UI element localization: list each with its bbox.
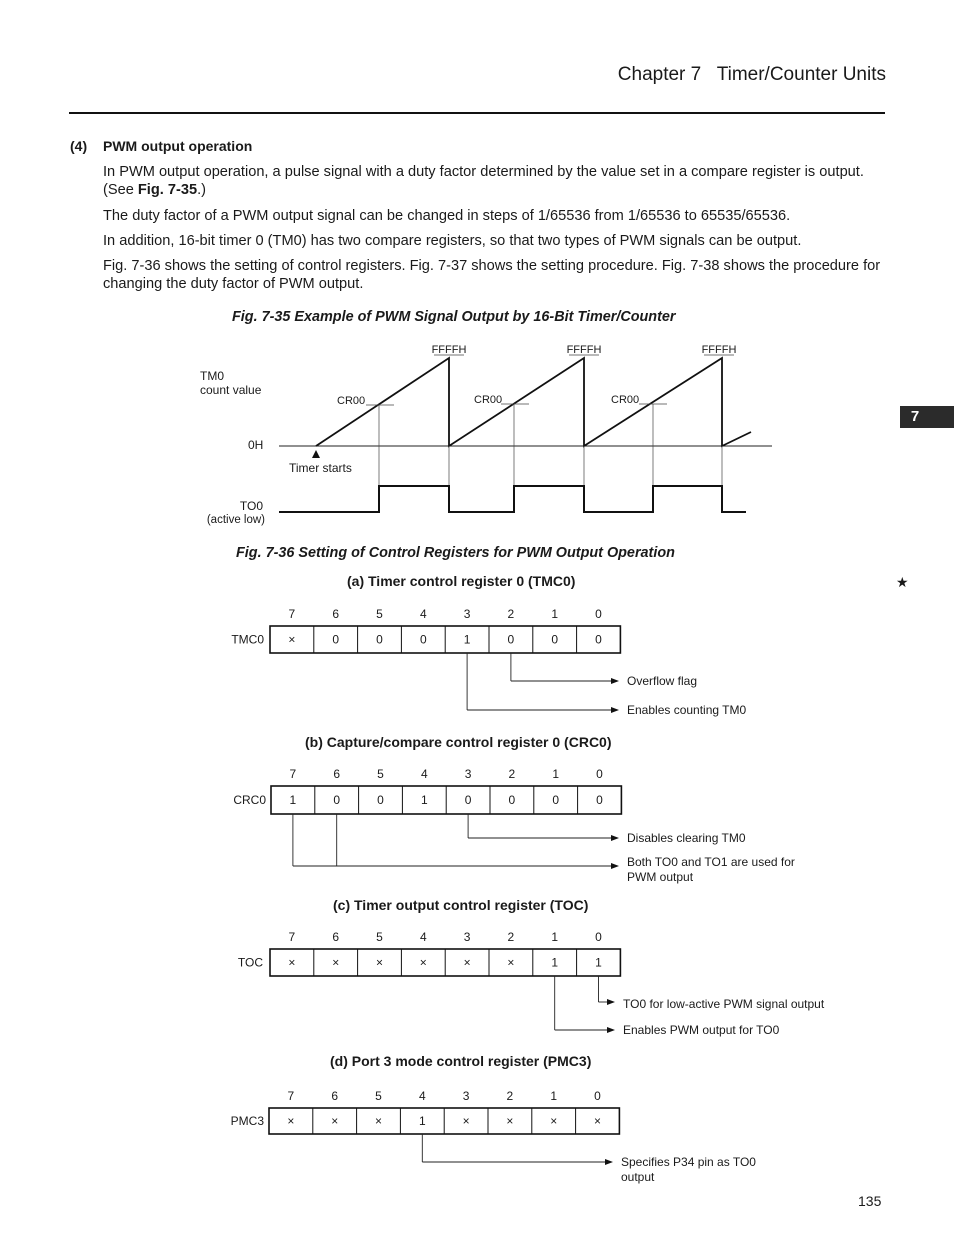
start-marker-icon: [312, 450, 320, 458]
section-title: PWM output operation: [103, 138, 253, 154]
toc-bit-value: ×: [288, 955, 296, 970]
to0-active-low-label: (active low): [206, 514, 265, 526]
paragraph-4: Fig. 7-36 shows the setting of control registers. Fig. 7-37 shows the setting procedure. Fig. 7-38 shows the procedure for changing the duty factor of PWM output.: [103, 258, 881, 292]
crc0-bit-value: 0: [596, 793, 603, 807]
pmc3-bit-value: ×: [593, 1114, 602, 1128]
tmc0-bit-value: 0: [376, 632, 383, 647]
tm0-count-label: count value: [200, 383, 262, 397]
crc0-bit-value: 0: [377, 793, 384, 807]
toc-bit-number: 7: [288, 930, 296, 944]
toc-bit-number: 1: [551, 930, 559, 944]
tmc0-bit-number: 4: [419, 607, 427, 621]
pmc3-bit-number: 0: [594, 1089, 601, 1103]
to0-label: TO0: [239, 499, 263, 513]
chapter-tab: [900, 406, 954, 428]
tmc0-bit-value: 0: [419, 632, 427, 647]
crc0-caption: (b) Capture/compare control register 0 (CRC0): [305, 734, 612, 750]
compare-label-2: CR00: [474, 394, 503, 406]
crc0-bit-value: 0: [508, 793, 516, 807]
pmc3-bit-value: ×: [506, 1114, 514, 1128]
compare-label-1: CR00: [337, 395, 366, 407]
pmc3-bit-number: 4: [418, 1089, 426, 1103]
tmc0-bit-number: 7: [288, 607, 296, 621]
pmc3-note: Specifies P34 pin as TO0: [621, 1155, 756, 1169]
crc0-bit-number: 4: [420, 767, 428, 781]
crc0-bit-number: 0: [596, 767, 603, 781]
toc-register-box: [270, 949, 620, 976]
to0-waveform: [279, 486, 746, 512]
pmc3-caption: (d) Port 3 mode control register (PMC3): [330, 1053, 592, 1069]
tmc0-bit-number: 2: [507, 607, 515, 621]
pmc3-register-name: PMC3: [230, 1114, 264, 1128]
arrow-icon: [611, 707, 619, 713]
pmc3-bit-value: ×: [462, 1114, 470, 1128]
toc-bit-number: 0: [595, 930, 602, 944]
count-ramp: [316, 358, 751, 446]
toc-bit-value: ×: [332, 955, 340, 970]
tmc0-bit-value: 0: [332, 632, 340, 647]
figure-7-36-caption: Fig. 7-36 Setting of Control Registers for PWM Output Operation: [236, 545, 675, 561]
arrow-icon: [611, 678, 619, 684]
tmc0-register-box: [270, 626, 620, 653]
toc-bit-number: 3: [463, 930, 471, 944]
toc-note: TO0 for low-active PWM signal output: [623, 997, 825, 1011]
tmc0-bit-number: 1: [551, 607, 559, 621]
paragraph-2: The duty factor of a PWM output signal can be changed in steps of 1/65536 from 1/65536 to 65535/65536.: [103, 208, 791, 224]
toc-bit-number: 2: [507, 930, 515, 944]
crc0-bit-value: 0: [464, 793, 472, 807]
toc-bit-number: 6: [332, 930, 340, 944]
toc-note: Enables PWM output for TO0: [623, 1023, 780, 1037]
tmc0-bit-number: 5: [376, 607, 383, 621]
toc-bit-value: ×: [507, 955, 515, 970]
pmc3-bit-value: ×: [287, 1114, 295, 1128]
arrow-icon: [607, 999, 615, 1005]
peak-label-1: FFFFH: [431, 344, 467, 356]
peak-markers: [432, 344, 737, 356]
peak-label-2: FFFFH: [566, 344, 602, 356]
toc-register-name: TOC: [237, 955, 263, 970]
toc-bit-number: 4: [419, 930, 427, 944]
arrow-icon: [611, 863, 619, 869]
revision-star-icon: ★: [896, 574, 909, 590]
header-rule: [69, 112, 885, 114]
arrow-icon: [607, 1027, 615, 1033]
tmc0-bit-number: 0: [595, 607, 602, 621]
zero-label: 0H: [248, 438, 264, 452]
crc0-bit-number: 1: [552, 767, 560, 781]
crc0-bit-value: 0: [333, 793, 341, 807]
page-number: 135: [858, 1193, 882, 1209]
crc0-note: PWM output: [627, 870, 694, 884]
tmc0-bit-number: 6: [332, 607, 340, 621]
toc-bit-value: ×: [463, 955, 471, 970]
compare-label-3: CR00: [611, 394, 640, 406]
pmc3-bit-number: 2: [506, 1089, 514, 1103]
paragraph-1-tail: .): [197, 182, 207, 198]
crc0-bit-number: 7: [289, 767, 297, 781]
tmc0-bit-number: 3: [463, 607, 471, 621]
paragraph-3: In addition, 16-bit timer 0 (TM0) has two compare registers, so that two types of PWM signals can be output.: [103, 233, 802, 249]
crc0-bit-value: 0: [552, 793, 560, 807]
tmc0-bit-value: 1: [463, 632, 471, 647]
tmc0-note: Enables counting TM0: [627, 703, 747, 717]
compare-markers: [337, 394, 722, 512]
pmc3-bit-number: 6: [331, 1089, 339, 1103]
tmc0-note: Overflow flag: [627, 674, 698, 688]
pmc3-bit-value: ×: [550, 1114, 558, 1128]
figure-reference: Fig. 7-35: [137, 182, 198, 198]
crc0-register-box: [271, 786, 621, 814]
arrow-icon: [605, 1159, 613, 1165]
crc0-bit-number: 3: [464, 767, 472, 781]
tmc0-caption: (a) Timer control register 0 (TMC0): [347, 573, 576, 589]
crc0-register-name: CRC0: [233, 793, 266, 807]
crc0-note: Both TO0 and TO1 are used for: [627, 855, 795, 869]
crc0-bit-number: 6: [333, 767, 341, 781]
pmc3-bit-value: ×: [374, 1114, 383, 1128]
chapter-title: Chapter 7 Timer/Counter Units: [617, 64, 886, 85]
crc0-bit-value: 1: [420, 793, 428, 807]
timer-starts-label: Timer starts: [289, 461, 352, 475]
paragraph-1: [103, 163, 885, 199]
tmc0-bit-value: 0: [551, 632, 559, 647]
tmc0-register-name: TMC0: [231, 632, 264, 647]
pmc3-bit-value: ×: [331, 1114, 339, 1128]
pmc3-register-box: [269, 1108, 619, 1134]
tm0-label: TM0: [200, 369, 224, 383]
arrow-icon: [611, 835, 619, 841]
pmc3-bit-number: 5: [375, 1089, 382, 1103]
toc-bit-value: 1: [551, 955, 559, 970]
chapter-tab-number: 7: [910, 408, 920, 425]
peak-label-3: FFFFH: [701, 344, 737, 356]
crc0-bit-value: 1: [289, 793, 297, 807]
figure-7-35-caption: Fig. 7-35 Example of PWM Signal Output by 16-Bit Timer/Counter: [232, 309, 676, 325]
crc0-bit-number: 2: [508, 767, 516, 781]
crc0-note: Disables clearing TM0: [627, 831, 746, 845]
toc-bit-value: ×: [419, 955, 427, 970]
crc0-bit-number: 5: [377, 767, 384, 781]
tmc0-bit-value: ×: [288, 632, 296, 647]
pmc3-note: output: [621, 1170, 655, 1184]
toc-bit-value: 1: [595, 955, 602, 970]
pmc3-bit-number: 3: [462, 1089, 470, 1103]
tmc0-bit-value: 0: [595, 632, 602, 647]
paragraph-1-text: In PWM output operation, a pulse signal with a duty factor determined by the value set in a compare register is output. (See: [103, 164, 864, 198]
pmc3-bit-number: 7: [287, 1089, 295, 1103]
section-number: (4): [70, 138, 88, 154]
tmc0-bit-value: 0: [507, 632, 515, 647]
toc-caption: (c) Timer output control register (TOC): [333, 897, 589, 913]
pmc3-bit-value: 1: [418, 1114, 426, 1128]
toc-bit-number: 5: [376, 930, 383, 944]
toc-bit-value: ×: [375, 955, 384, 970]
pmc3-bit-number: 1: [550, 1089, 558, 1103]
section-heading: [70, 138, 252, 154]
